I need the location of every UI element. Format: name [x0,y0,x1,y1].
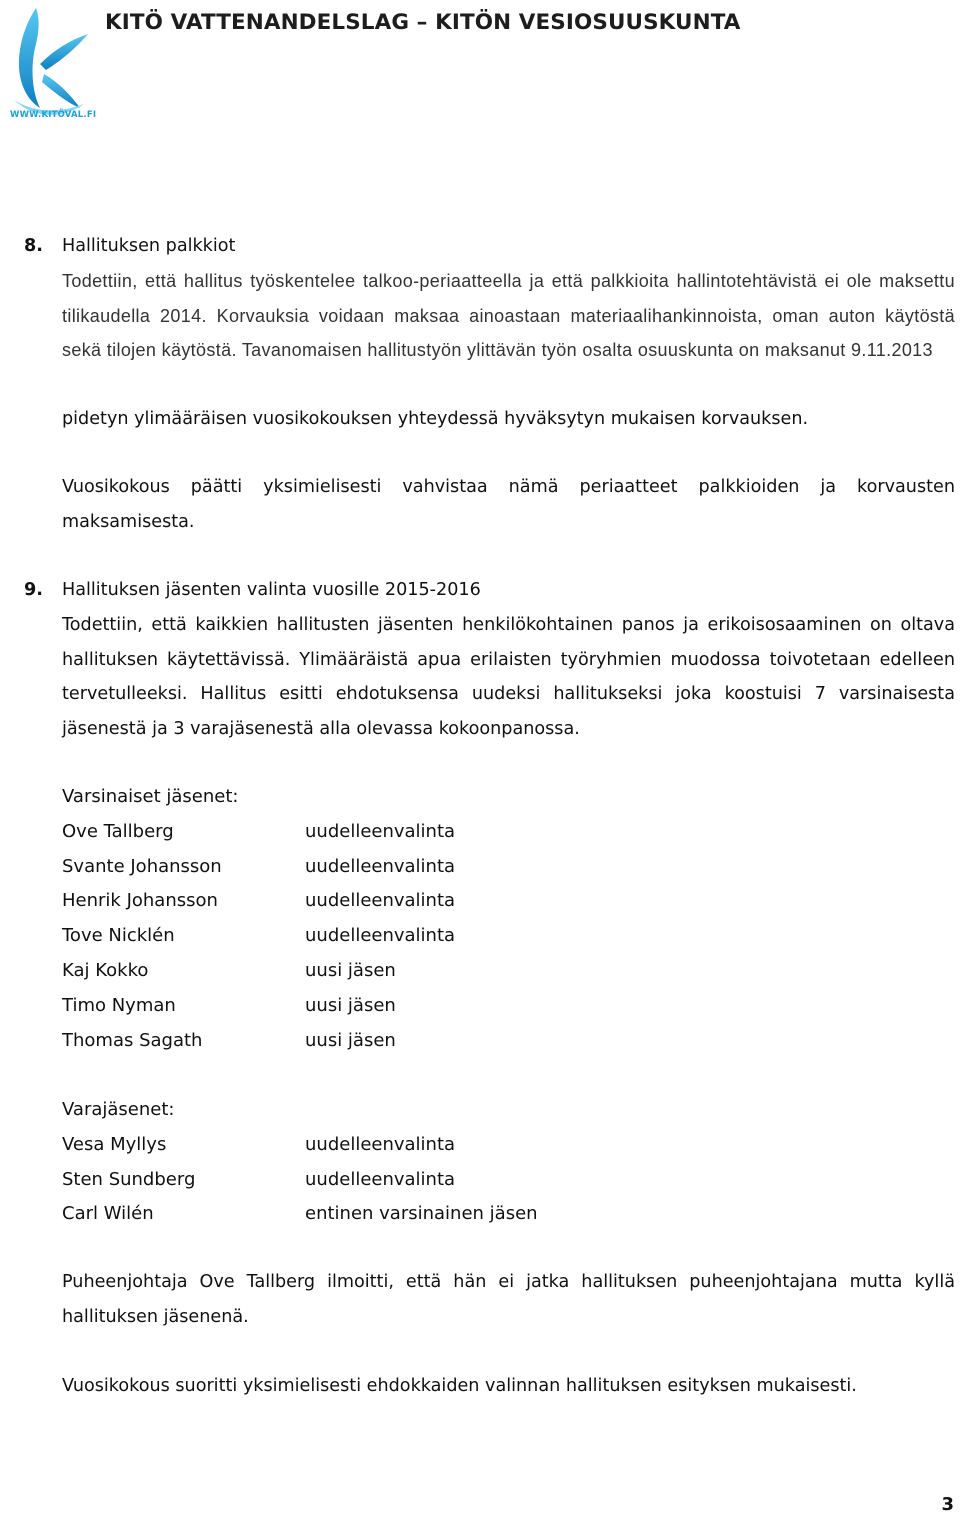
member-name: Timo Nyman [62,994,176,1016]
section-heading: Hallituksen palkkiot [62,236,236,256]
page-number: 3 [941,1494,954,1515]
member-row [62,1024,942,1059]
member-status: uudelleenvalinta [305,890,456,912]
logo-url-text: WWW.KITÖVAL.FI [10,110,97,120]
member-row [62,919,942,954]
member-name: Henrik Johansson [62,890,218,912]
member-status: uudelleenvalinta [305,925,456,947]
member-name: Carl Wilén [62,1203,154,1225]
page-header [0,0,960,130]
member-row [62,850,942,885]
member-status: entinen varsinainen jäsen [305,1203,538,1225]
paragraph-text: Puheenjohtaja Ove Tallberg ilmoitti, että hän ei jatka hallituksen puheenjohtajana mutta kyllä hallituksen jäsenenä. [62,1272,955,1327]
paragraph-text: Vuosikokous suoritti yksimielisesti ehdokkaiden valinnan hallituksen esityksen mukaisesti. [62,1376,857,1396]
member-row [62,815,942,850]
member-row [62,884,942,919]
member-row [62,954,942,989]
member-name: Svante Johansson [62,855,222,877]
member-name: Vesa Myllys [62,1133,167,1155]
section-number: 8. [24,236,43,256]
section-heading: Hallituksen jäsenten valinta vuosille 2015-2016 [62,580,481,600]
section-paragraph [62,1265,955,1334]
member-name: Kaj Kokko [62,959,149,981]
paragraph-text: Todettiin, että hallitus työskentelee talkoo-periaatteella ja että palkkioita hallintotehtävistä ei ole maksettu tilikaudella 2014. Korvauksia voidaan maksaa ainoastaan materiaalihankinnoista, oman auton käytöstä sekä tilojen käytöstä. Tavanomaisen hallitustyön ylittävän työn osalta osuuskunta on maksanut 9.11.2013 [62,271,955,360]
section-paragraph [62,608,955,746]
paragraph-text: pidetyn ylimääräisen vuosikokouksen yhteydessä hyväksytyn mukaisen korvauksen. [62,409,809,429]
paragraph-text: Todettiin, että kaikkien hallitusten jäsenten henkilökohtainen panos ja erikoisosaaminen on oltava hallituksen käytettävissä. Ylimääräistä apua erilaisten työryhmien muodossa toivotetaan edelleen tervetulleeksi. Hallitus esitti ehdotuksensa uudeksi hallitukseksi joka koostuisi 7 varsinaisesta jäsenestä ja 3 varajäsenestä alla olevassa kokoonpanossa. [62,615,955,739]
organization-title: KITÖ VATTENANDELSLAG – KITÖN VESIOSUUSKUNTA [105,10,741,35]
section-number: 9. [24,580,43,600]
member-status: uudelleenvalinta [305,855,456,877]
member-row [62,1128,942,1163]
section-paragraph [62,264,955,368]
member-status: uusi jäsen [305,994,396,1016]
member-name: Tove Nicklén [62,925,175,947]
member-status: uudelleenvalinta [305,1133,456,1155]
member-row [62,1163,942,1198]
regular-members-label: Varsinaiset jäsenet: [62,786,239,807]
section-paragraph [62,470,955,539]
member-status: uudelleenvalinta [305,1168,456,1190]
member-row [62,1197,942,1232]
section-paragraph [62,402,955,437]
deputy-members-label: Varajäsenet: [62,1099,175,1120]
deputy-members-list [62,1093,942,1232]
regular-members-list [62,780,942,1058]
member-name: Ove Tallberg [62,820,174,842]
member-row [62,989,942,1024]
member-status: uudelleenvalinta [305,820,456,842]
member-status: uusi jäsen [305,1029,396,1051]
paragraph-text: Vuosikokous päätti yksimielisesti vahvistaa nämä periaatteet palkkioiden ja korvausten maksamisesta. [62,477,955,532]
member-name: Thomas Sagath [62,1029,203,1051]
kitoval-logo [6,4,97,122]
member-name: Sten Sundberg [62,1168,196,1190]
member-status: uusi jäsen [305,959,396,981]
section-paragraph [62,1369,955,1404]
